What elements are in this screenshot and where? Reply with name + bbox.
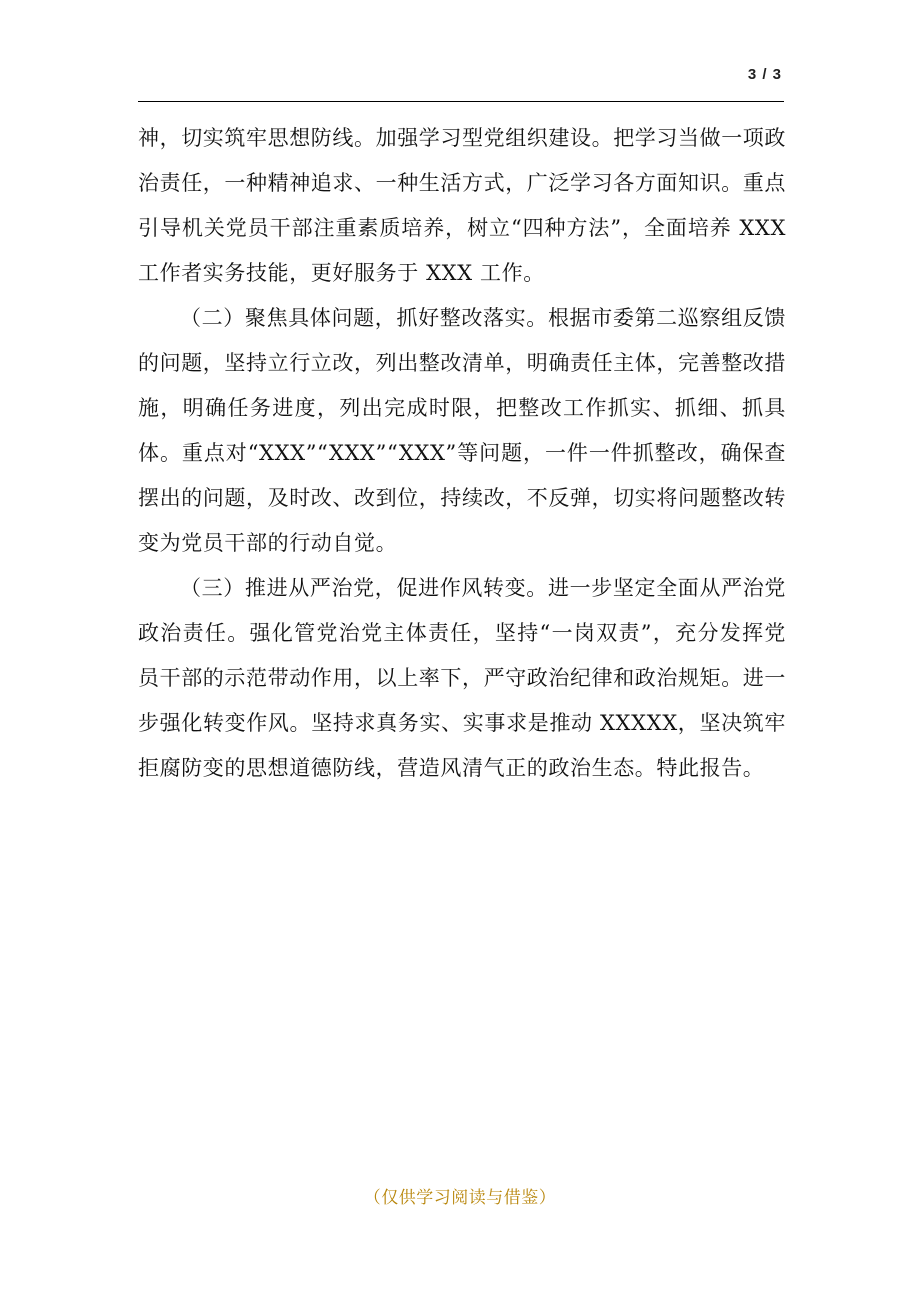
body-paragraph-continuation: 神，切实筑牢思想防线。加强学习型党组织建设。把学习当做一项政治责任，一种精神追求、一种生活方式，广泛学习各方面知识。重点引导机关党员干部注重素质培养，树立“四种方法”，全面培养 XXX 工作者实务技能，更好服务于 XXX 工作。 xyxy=(138,126,786,285)
body-paragraph-section-2: （二）聚焦具体问题，抓好整改落实。根据市委第二巡察组反馈的问题，坚持立行立改，列出整改清单，明确责任主体，完善整改措施，明确任务进度，列出完成时限，把整改工作抓实、抓细、抓具体。重点对“XXX”“XXX”“XXX”等问题，一件一件抓整改，确保查摆出的问题，及时改、改到位，持续改，不反弹，切实将问题整改转变为党员干部的行动自觉。 xyxy=(138,306,786,555)
body-paragraph-section-3: （三）推进从严治党，促进作风转变。进一步坚定全面从严治党政治责任。强化管党治党主体责任，坚持“一岗双责”，充分发挥党员干部的示范带动作用，以上率下，严守政治纪律和政治规矩。进一步强化转变作风。坚持求真务实、实事求是推动 XXXXX，坚决筑牢拒腐防变的思想道德防线，营造风清气正的政治生态。特此报告。 xyxy=(138,576,786,780)
document-body xyxy=(138,116,786,791)
page-number: 3 / 3 xyxy=(747,66,782,83)
footer-disclaimer: （仅供学习阅读与借鉴） xyxy=(363,1188,557,1208)
header-divider xyxy=(138,101,784,102)
